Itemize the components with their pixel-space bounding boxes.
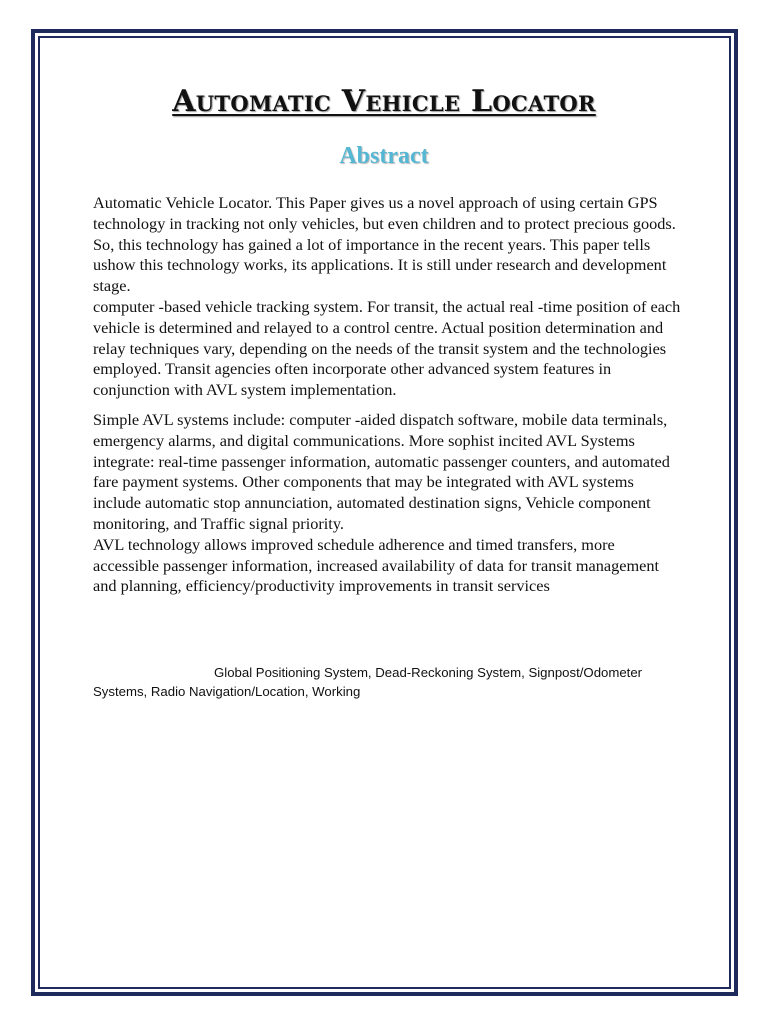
- abstract-paragraph-2: So, this technology has gained a lot of importance in the recent years. This paper tells ushow this technology works, its applications. It is still under research and development stage.: [93, 234, 667, 296]
- abstract-paragraph-5: AVL technology allows improved schedule adherence and timed transfers, more accessible passenger information, increased availability of data for transit management and planning, efficiency/productivity improvements in transit services: [93, 534, 660, 596]
- abstract-heading: Abstract: [339, 143, 429, 169]
- abstract-paragraph-4: Simple AVL systems include: computer -aided dispatch software, mobile data terminals, emergency alarms, and digital communications. More sophist incited AVL Systems integrate: real-time passenger information, automatic passenger counters, and automated fare payment systems. Other components that may be integrated with AVL systems include automatic stop annunciation, automated destination signs, Vehicle component monitoring, and Traffic signal priority.: [93, 409, 670, 533]
- abstract-paragraph-1: Automatic Vehicle Locator. This Paper gives us a novel approach of using certain GPS technology in tracking not only vehicles, but even children and to protect precious goods.: [93, 193, 676, 233]
- abstract-body: [93, 193, 683, 597]
- abstract-paragraph-3: computer -based vehicle tracking system. For transit, the actual real -time position of each vehicle is determined and relayed to a control centre. Actual position determination and relay techniques vary, depending on the needs of the transit system and the technologies employed. Transit agencies often incorporate other advanced system features in conjunction with AVL system implementation.: [93, 296, 681, 400]
- keywords-text: Global Positioning System, Dead-Reckoning System, Signpost/Odometer Systems, Radio Navigation/Location, Working: [93, 665, 643, 699]
- document-title: Automatic Vehicle Locator: [172, 84, 596, 119]
